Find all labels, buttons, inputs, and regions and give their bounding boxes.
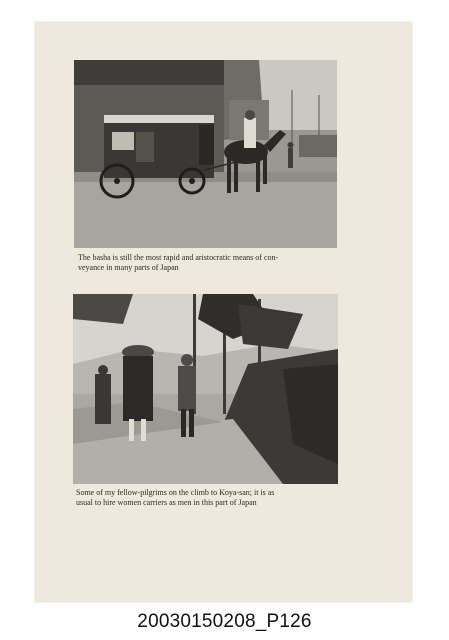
caption-line: The basha is still the most rapid and aristocratic means of con- xyxy=(78,253,279,262)
caption-line: usual to hire women carriers as men in this part of Japan xyxy=(76,497,257,507)
book-page xyxy=(35,22,412,602)
pilgrims-photo xyxy=(73,294,338,484)
pilgrims-caption xyxy=(76,488,338,507)
basha-caption xyxy=(78,253,338,272)
basha-photo xyxy=(74,60,337,248)
catalog-id: 20030150208_P126 xyxy=(137,611,312,632)
caption-line: Some of my fellow-pilgrims on the climb to Koya-san; it is as xyxy=(76,488,275,497)
caption-line: veyance in many parts of Japan xyxy=(78,262,179,272)
